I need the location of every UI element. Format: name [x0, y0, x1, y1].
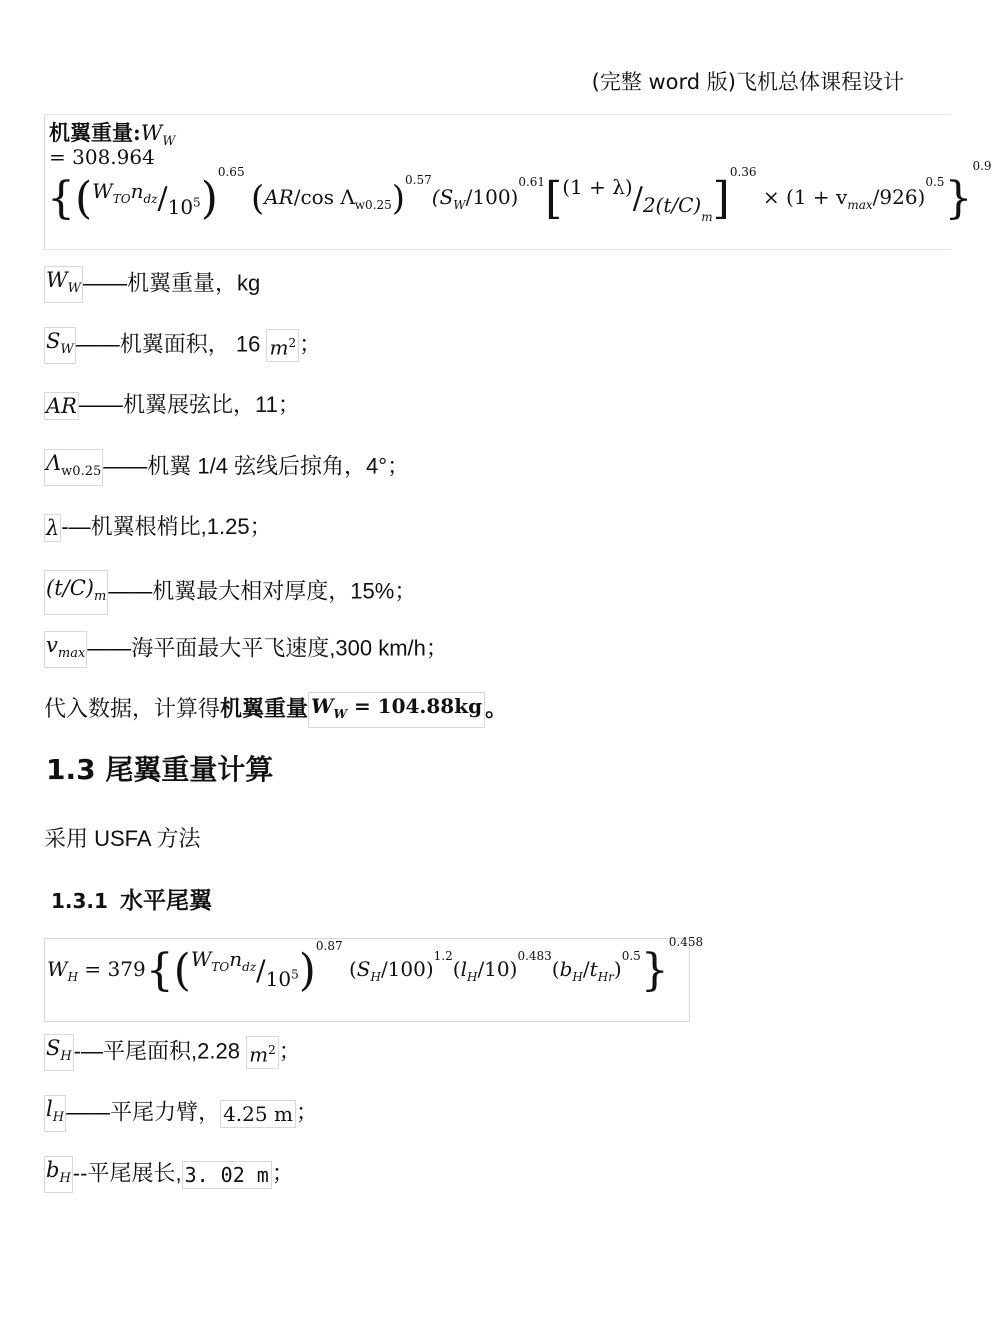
- unit-box: 3. 02 m: [182, 1161, 272, 1189]
- unit-box: $m^2$: [266, 329, 299, 362]
- equation-coefficient: = 308.964: [49, 145, 155, 169]
- equation-label: 机翼重量: [49, 122, 133, 145]
- htail-definition-row: $S_H-—$平尾面积,2.28 $m^2$ ；: [44, 1034, 301, 1071]
- definition-symbol: $\Lambda_{w0.25}$: [44, 449, 103, 486]
- equation-body: {$(W_{TO}n_{dz}/10^5)^{0.65}$ (AR/cos $\Lambda_{w0.25})^{0.57}(S_W/100)^{0.61}[(1 + \lambda)/2(t/C)_m]^{0.36} \times (1 + v_{max}/926)^{0.5}\}^{0.9}$: [47, 159, 992, 224]
- definition-symbol: $W_W$: [44, 266, 83, 303]
- unit-box: 4.25 m: [220, 1100, 296, 1128]
- section-title: 1.3 尾翼重量计算: [46, 753, 274, 786]
- definition-row: AR——机翼展弦比，11；: [46, 392, 300, 419]
- subsection-title: 1.3.1 水平尾翼: [51, 888, 212, 914]
- htail-equation-body: $W_H = 379\{(W_{TO}n_{dz}/10^5)^{0.87}$ $(S_H/100)^{1.2}(l_H/10)^{0.483}(b_H/t_{Hr})^{0.5}\}^{0.458}$: [47, 935, 704, 996]
- definition-row: $(t/C)_m——$机翼最大相对厚度，15%；: [44, 570, 416, 615]
- definition-row: $S_W——$机翼面积， 16 $m^2$ ；: [44, 327, 321, 364]
- method-text: 采用 USFA 方法: [44, 826, 201, 851]
- definition-symbol: $(t/C)_m$: [44, 570, 108, 615]
- definition-symbol: $v_{max}$: [44, 631, 87, 668]
- htail-definition-row: $b_H--$平尾展长, 3. 02 m ；: [44, 1156, 294, 1193]
- htail-weight-equation: [44, 935, 704, 1022]
- equation-label-line: 机翼重量$:W_W$: [49, 120, 176, 149]
- definition-row: $\Lambda_{w0.25}——$机翼 1/4 弦线后掠角，4°；: [44, 449, 409, 486]
- wing-weight-equation: [44, 114, 992, 250]
- page-header: (完整 word 版)飞机总体课程设计: [591, 70, 904, 94]
- result-formula: $W_W = 104.88kg$: [308, 692, 485, 728]
- definition-row: λ-—机翼根梢比,1.25；: [46, 514, 272, 541]
- definition-symbol: $S_H$: [44, 1034, 74, 1071]
- definition-symbol: AR: [46, 394, 77, 419]
- htail-definition-row: $l_H——$平尾力臂， 4.25 m ；: [44, 1095, 318, 1132]
- unit-box: $m^2$: [246, 1036, 279, 1069]
- definition-symbol: $b_H$: [44, 1156, 73, 1193]
- definition-row: $v_{max}——$海平面最大平飞速度,300 km/h；: [44, 631, 448, 668]
- result-line: 代入数据，计算得机翼重量 $W_W = 104.88kg$ 。: [44, 692, 507, 728]
- definition-symbol: $S_W$: [44, 327, 76, 364]
- definition-row: $W_W——$机翼重量，kg: [44, 266, 260, 303]
- definition-symbol: λ: [46, 516, 60, 541]
- definition-symbol: $l_H$: [44, 1095, 66, 1132]
